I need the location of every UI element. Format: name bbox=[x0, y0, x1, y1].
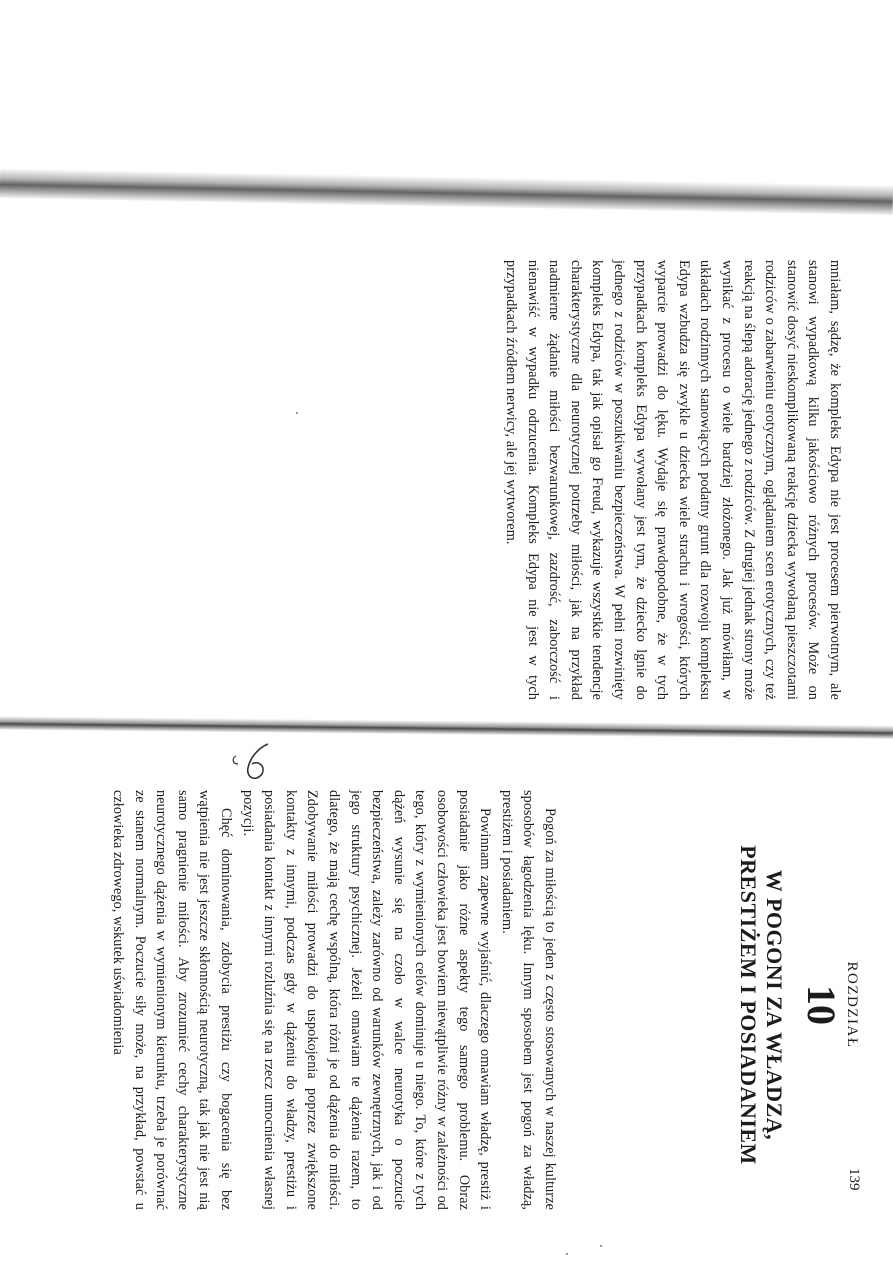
chapter-paragraph-2: Powinnam zapewne wyjaśnić, dlaczego omawiam władzę, prestiż i posiadanie jako różne aspekty tego samego problemu. Obraz osobowości człowieka jest bowiem niewątpliwie różny w zależności od tego, który z wymienionych celów dominuje u niego. To, które z tych dążeń wysunie się na czoło w walce neurotyka o poczucie bezpieczeństwa, zależy zarówno od warunków zewnętrznych, jak i od jego struktury psychicznej. Jeżeli omawiam te dążenia razem, to dlatego, że mają cechę wspólną, która różni je od dążenia do miłości. Zdobywanie miłości prowadzi do uspokojenia poprzez zwiększone kontakty z innymi, podczas gdy w dążeniu do władzy, prestiżu i posiadania kontakt z innymi rozluźnia się na rzecz umocnienia własnej pozycji. bbox=[239, 790, 494, 1210]
scan-fold-shadow-middle bbox=[0, 716, 893, 739]
page-number: 139 bbox=[846, 1168, 862, 1191]
handwritten-margin-mark bbox=[228, 738, 288, 788]
continuation-text-block bbox=[500, 260, 846, 700]
chapter-title bbox=[735, 790, 787, 1220]
chapter-title-line-2: PRESTIŻEM I POSIADANIEM bbox=[736, 845, 761, 1165]
chapter-paragraph-1: Pogoń za miłością to jeden z często stosowanych w naszej kulturze sposobów łagodzenia lęku. Innym sposobem jest pogoń za władzą, prestiżem i posiadaniem. bbox=[498, 790, 558, 1210]
continuation-paragraph: mniałam, sądzę, że kompleks Edypa nie jest procesem pierwotnym, ale stanowi wypadkową kilku jakościowo różnych procesów. Może on stanowić dosyć nieskomplikowaną reakcję dziecka wywołaną pieszczotami rodziców o zabarwieniu erotycznym, oglądaniem scen erotycznych, czy też reakcją na ślepą adorację jednego z rodziców. Z drugiej jednak strony może wynikać z procesu o wiele bardziej złożonego. Jak już mówiłam, w układach rodzinnych stanowiących podatny grunt dla rozwoju kompleksu Edypa wzbudza się zwykle u dziecka wiele strachu i wrogości, których wyparcie prowadzi do lęku. Wydaje się prawdopodobne, że w tych przypadkach kompleks Edypa wywołany jest tym, że dziecko lgnie do jednego z rodziców w poszukiwaniu bezpieczeństwa. W pełni rozwinięty kompleks Edypa, tak jak opisał go Freud, wykazuje wszystkie tendencje charakterystyczne dla neurotycznej potrzeby miłości, jak na przykład nadmierne żądanie miłości bezwarunkowej, zazdrość, zaborczość i nienawiść w wypadku odrzucenia. Kompleks Edypa nie jest w tych przypadkach źródłem nerwicy, ale jej wytworem. bbox=[503, 260, 843, 700]
chapter-paragraph-3: Chęć dominowania, zdobycia prestiżu czy bogacenia się bez wątpienia nie jest jeszcze skłonnością neurotyczną, tak jak nie jest nią samo pragnienie miłości. Aby zrozumieć cechy charakterystyczne neurotycznego dążenia w wymienionym kierunku, trzeba je porównać ze stanem normalnym. Poczucie siły może, na przykład, powstać u człowieka zdrowego, wskutek uświadomienia bbox=[110, 790, 235, 1210]
scan-fold-shadow-top bbox=[0, 168, 893, 215]
chapter-label: ROZDZIAŁ bbox=[844, 961, 860, 1049]
chapter-heading bbox=[735, 790, 860, 1220]
chapter-number: 10 bbox=[799, 985, 844, 1025]
scan-speck bbox=[296, 412, 298, 414]
scan-speck bbox=[566, 1253, 568, 1255]
scan-speck bbox=[600, 1245, 602, 1247]
chapter-body bbox=[107, 790, 560, 1210]
chapter-title-line-1: W POGONI ZA WŁADZĄ, bbox=[762, 869, 787, 1141]
